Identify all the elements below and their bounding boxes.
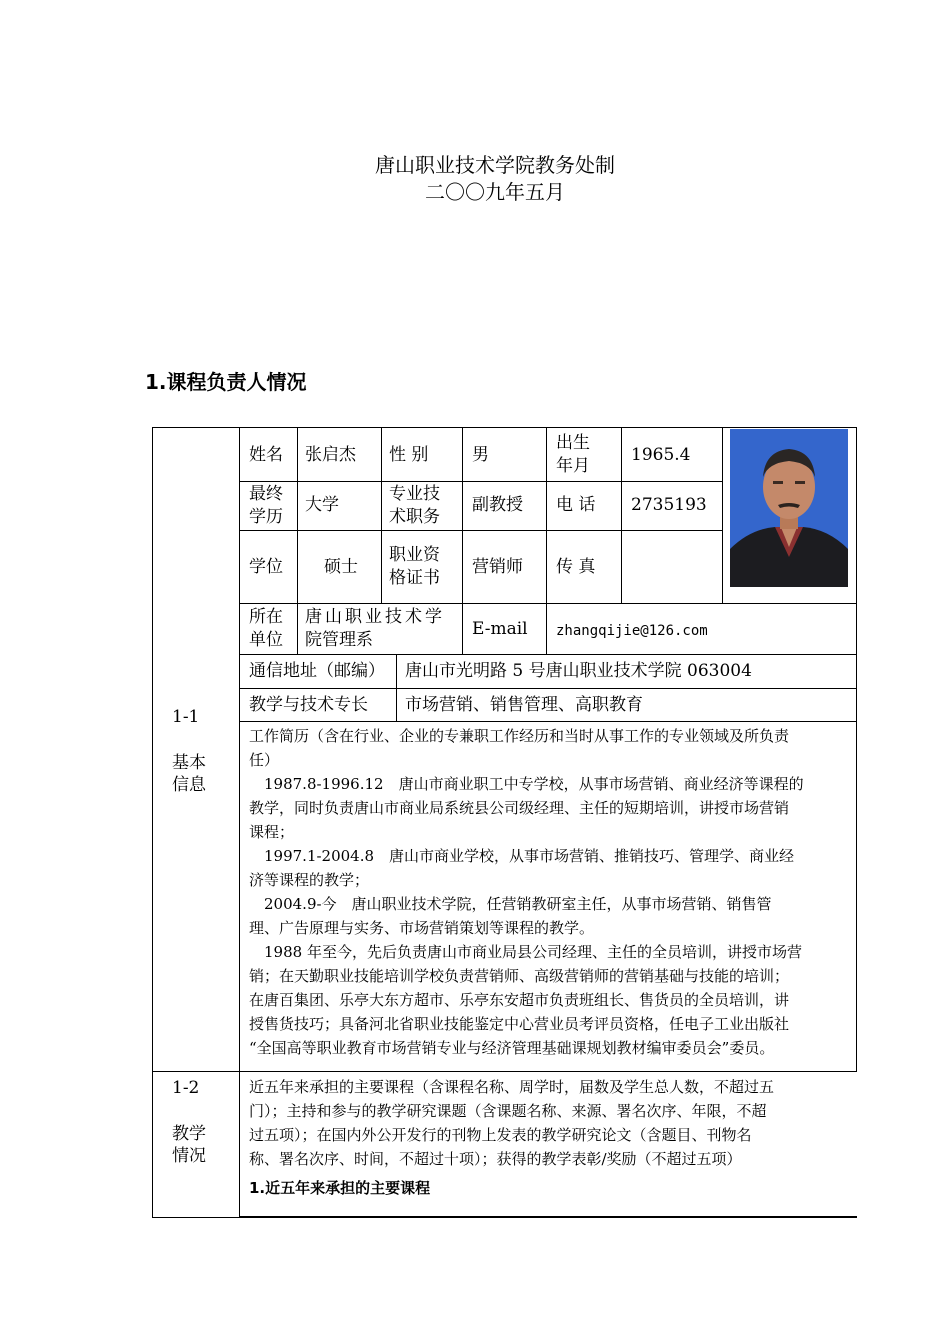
degree-value: 硕士 (324, 557, 358, 577)
teaching-intro-line: 过五项）；在国内外公开发行的刊物上发表的教学研究论文（含题目、刊物名 (249, 1126, 752, 1144)
resume-line: 教学，同时负责唐山市商业局系统县公司级经理、主任的短期培训，讲授市场营销 (249, 799, 790, 817)
section-1-1-label-2: 信息 (172, 775, 206, 795)
resume-line: 任） (249, 751, 280, 769)
certificate-label-1: 职业资 (389, 545, 440, 565)
fax-label: 传 真 (556, 557, 596, 577)
teaching-intro-line: 门）；主持和参与的教学研究课题（含课题名称、来源、署名次序、年限，不超 (249, 1102, 767, 1120)
teaching-subtitle: 1.近五年来承担的主要课程 (249, 1179, 431, 1197)
certificate-value: 营销师 (472, 557, 523, 577)
issuer-line: 唐山职业技术学院教务处制 (375, 153, 615, 177)
phone-label: 电 话 (556, 495, 596, 515)
section-1-1-label-1: 基本 (172, 753, 206, 773)
phone-value: 2735193 (631, 495, 707, 515)
gender-value: 男 (472, 445, 489, 465)
resume-line: 工作简历（含在行业、企业的专兼职工作经历和当时从事工作的专业领域及所负责 (249, 727, 790, 745)
unit-label-1: 所在 (249, 607, 283, 627)
resume-line: 销；在天勤职业技能培训学校负责营销师、高级营销师的营销基础与技能的培训； (249, 967, 790, 985)
resume-line: 1987.8-1996.12 唐山市商业职工中专学校，从事市场营销、商业经济等课程的 (249, 775, 804, 793)
date-line: 二〇〇九年五月 (425, 180, 565, 204)
address-label: 通信地址（邮编） (249, 661, 385, 681)
section-title: 1.课程负责人情况 (145, 370, 307, 394)
resume-line: 2004.9-今 唐山职业技术学院，任营销教研室主任，从事市场营销、销售管 (249, 895, 772, 913)
teaching-intro-line: 称、署名次序、时间，不超过十项）；获得的教学表彰/奖励（不超过五项） (249, 1150, 742, 1168)
resume-line: 济等课程的教学； (249, 871, 370, 889)
unit-label-2: 单位 (249, 630, 283, 650)
title-value: 副教授 (472, 495, 523, 515)
name-value: 张启杰 (305, 445, 356, 465)
email-label: E-mail (472, 619, 528, 639)
name-label: 姓名 (249, 445, 283, 465)
birth-value: 1965.4 (631, 445, 691, 465)
birth-label-2: 年月 (556, 456, 590, 476)
section-1-2-number: 1-2 (172, 1078, 200, 1098)
specialty-label: 教学与技术专长 (249, 695, 368, 715)
resume-line: “全国高等职业教育市场营销专业与经济管理基础课规划教材编审委员会”委员。 (249, 1039, 775, 1057)
education-label-2: 学历 (249, 507, 283, 527)
teaching-intro (249, 1075, 855, 1171)
birth-label-1: 出生 (556, 433, 590, 453)
gender-label: 性 别 (389, 445, 429, 465)
resume-line: 授售货技巧；具备河北省职业技能鉴定中心营业员考评员资格，任电子工业出版社 (249, 1015, 790, 1033)
unit-value-2: 院管理系 (305, 630, 373, 650)
education-label-1: 最终 (249, 484, 283, 504)
title-label-2: 术职务 (389, 507, 440, 527)
work-resume (249, 724, 855, 1060)
resume-line: 课程； (249, 823, 295, 841)
section-1-2-label-1: 教学 (172, 1124, 206, 1144)
certificate-label-2: 格证书 (389, 568, 440, 588)
degree-label: 学位 (249, 557, 283, 577)
address-value: 唐山市光明路 5 号唐山职业技术学院 063004 (405, 661, 752, 681)
resume-line: 在唐百集团、乐亭大东方超市、乐亭东安超市负责班组长、售货员的全员培训，讲 (249, 991, 790, 1009)
teaching-intro-line: 近五年来承担的主要课程（含课程名称、周学时，届数及学生总人数，不超过五 (249, 1078, 775, 1096)
resume-line: 1997.1-2004.8 唐山市商业学校，从事市场营销、推销技巧、管理学、商业经 (249, 847, 795, 865)
resume-line: 理、广告原理与实务、市场营销策划等课程的教学。 (249, 919, 595, 937)
email-value: zhangqijie@126.com (556, 623, 708, 639)
resume-line: 1988 年至今，先后负责唐山市商业局县公司经理、主任的全员培训，讲授市场营 (249, 943, 802, 961)
title-label-1: 专业技 (389, 484, 440, 504)
section-1-2-label-2: 情况 (172, 1146, 206, 1166)
education-value: 大学 (305, 495, 339, 515)
unit-value-1: 唐山职业技术学 (305, 607, 445, 627)
specialty-value: 市场营销、销售管理、高职教育 (405, 695, 643, 715)
section-1-1-number: 1-1 (172, 707, 200, 727)
portrait-photo (730, 429, 848, 587)
